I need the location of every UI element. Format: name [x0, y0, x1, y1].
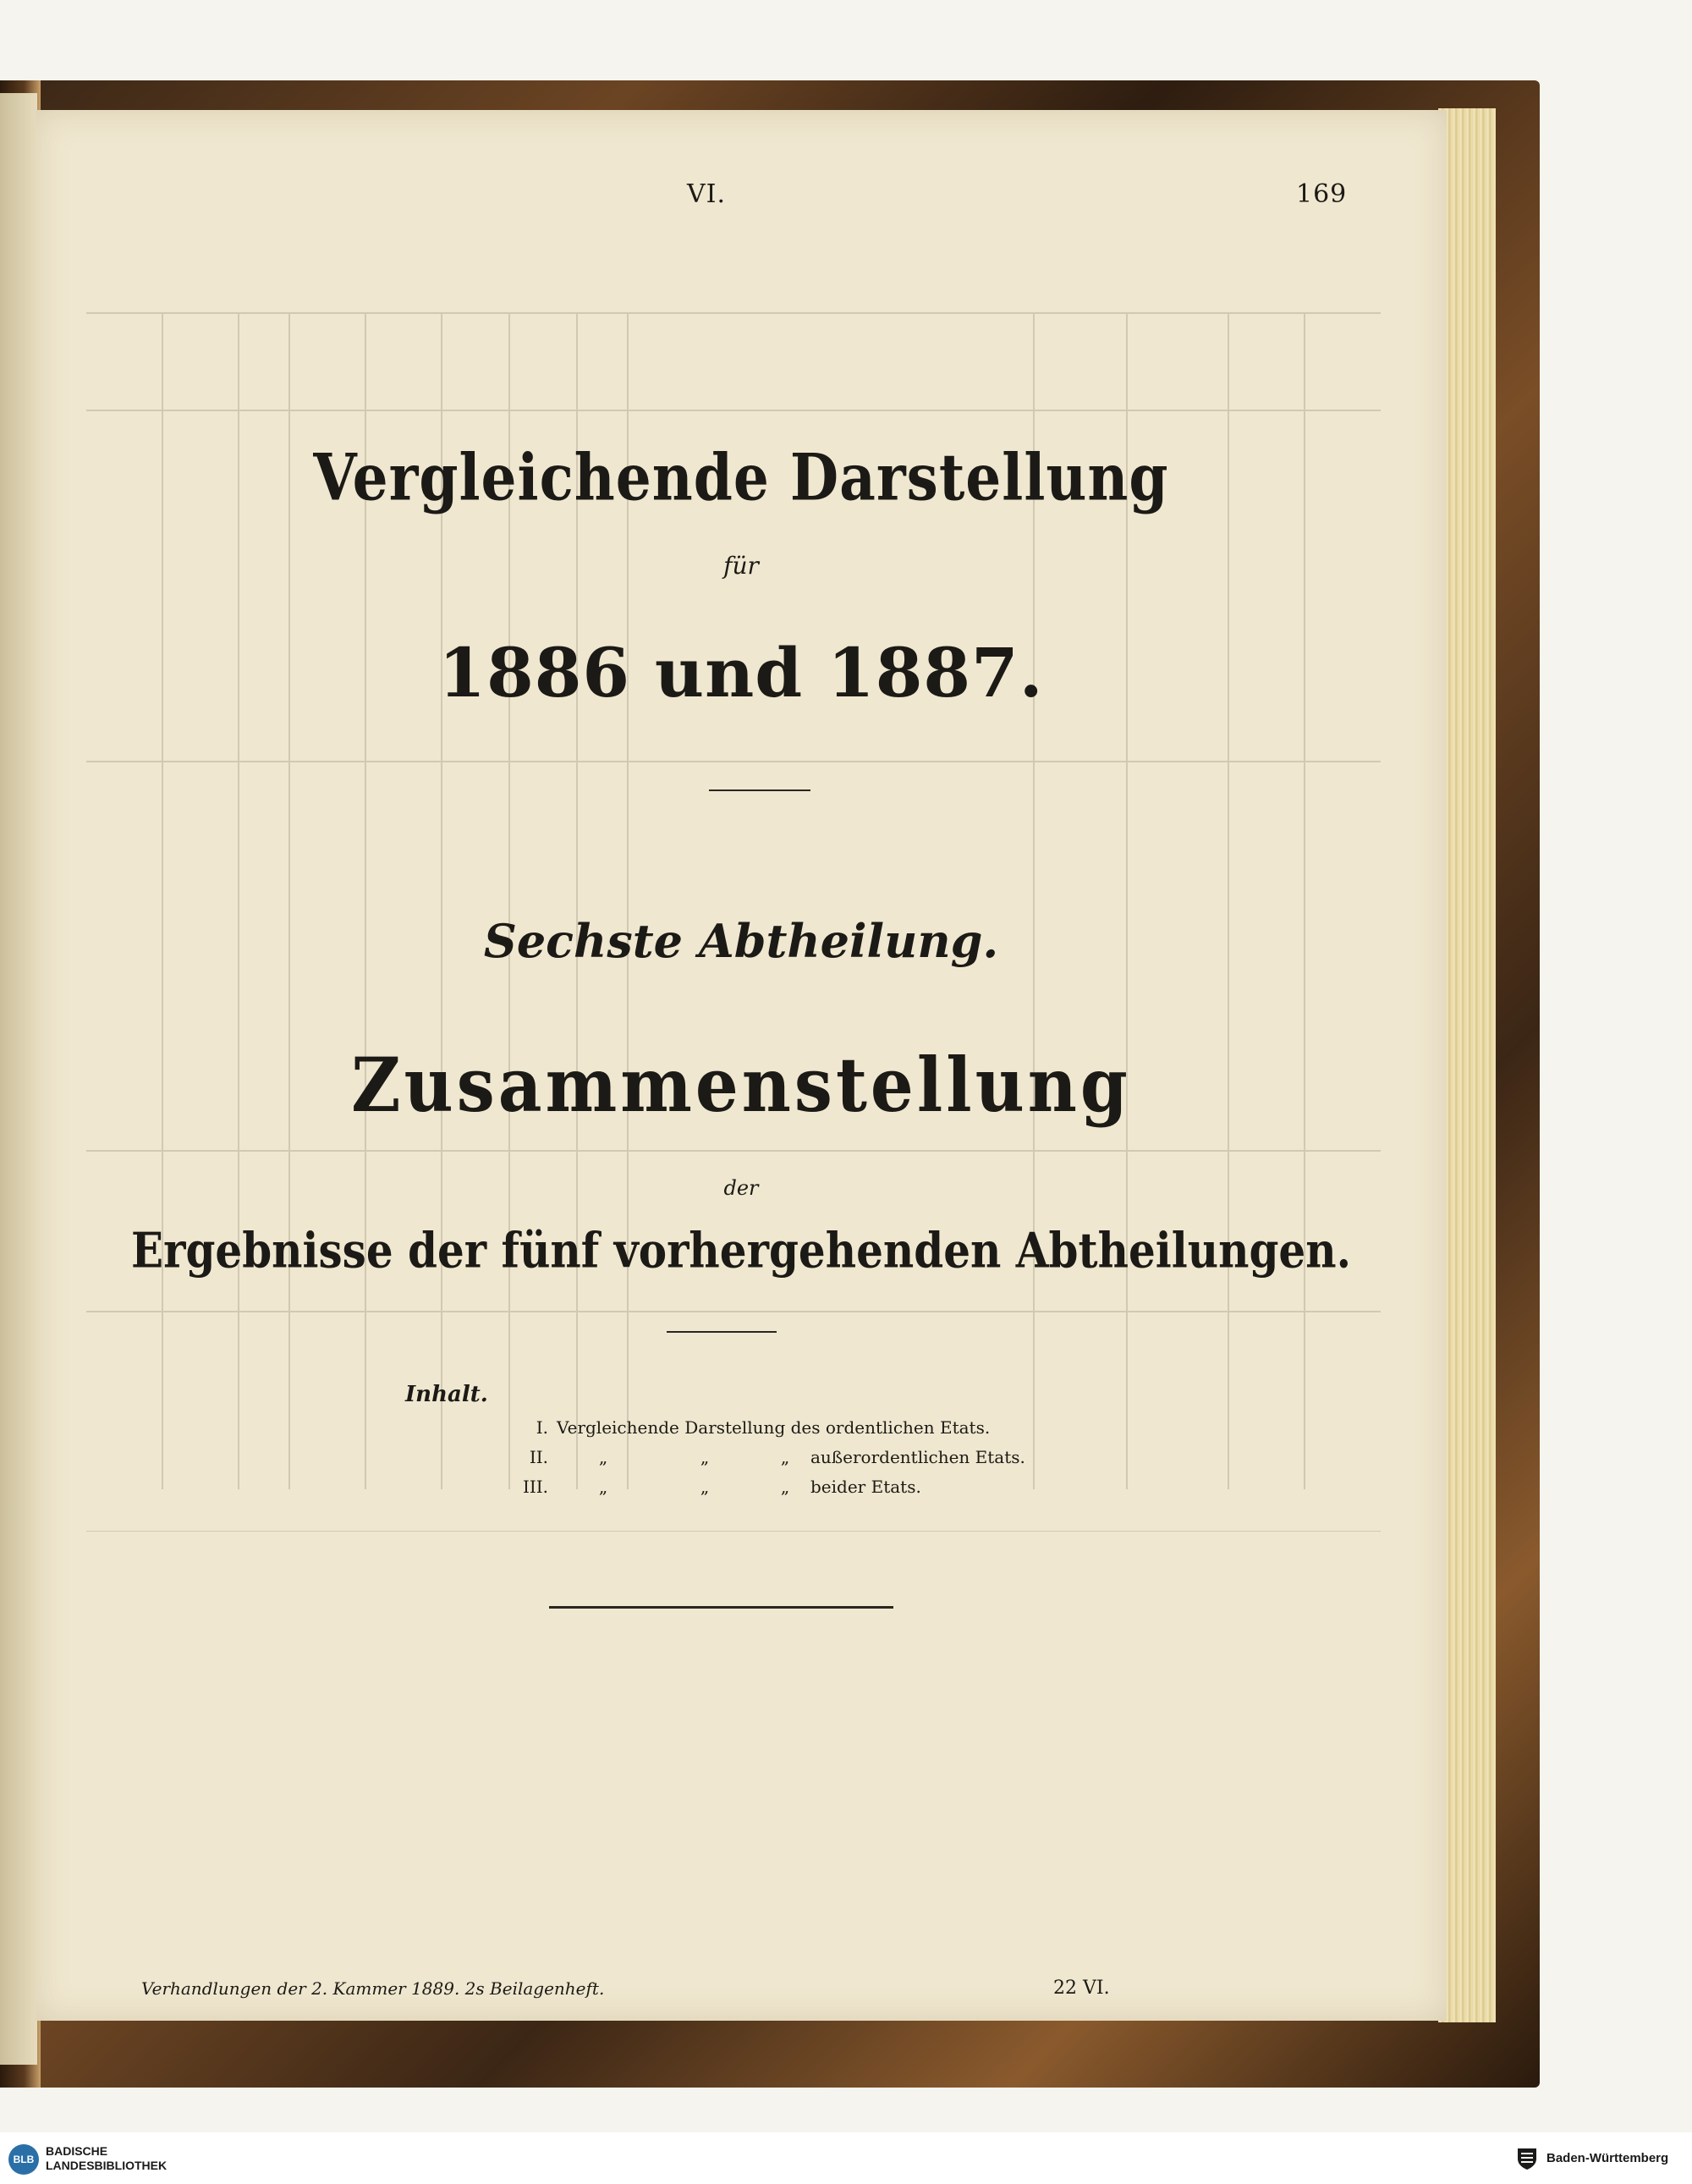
ditto-mark: „	[700, 1447, 710, 1467]
toc-numeral: II.	[529, 1447, 548, 1467]
footer-publication: Verhandlungen der 2. Kammer 1889. 2s Beilagenheft.	[141, 1978, 605, 1999]
ditto-mark: „	[598, 1477, 608, 1497]
toc-text: beider Etats.	[810, 1477, 921, 1497]
title-connector-fuer: für	[723, 552, 759, 580]
toc-numeral: III.	[522, 1477, 548, 1497]
footer-signature: 22 VI.	[1053, 1978, 1110, 1999]
heading-connector-der: der	[723, 1176, 759, 1200]
department-subtitle: Ergebnisse der fünf vorhergehenden Abtheilungen.	[130, 1221, 1352, 1279]
blb-name	[46, 2144, 167, 2173]
library-footer-bar	[0, 2132, 1692, 2184]
ditto-mark: „	[700, 1477, 710, 1497]
contents-label: Inhalt.	[405, 1382, 488, 1407]
ditto-mark: „	[598, 1447, 608, 1467]
table-of-contents	[492, 1413, 1025, 1502]
department-heading: Zusammenstellung	[351, 1041, 1131, 1129]
document-page	[36, 110, 1447, 2021]
divider-rule	[709, 789, 810, 791]
toc-text: Vergleichende Darstellung des ordentlichen Etats.	[557, 1417, 991, 1438]
divider-rule	[667, 1331, 777, 1333]
title-years: 1886 und 1887.	[438, 633, 1044, 712]
toc-numeral: I.	[536, 1417, 548, 1438]
page-block-edge	[1438, 108, 1496, 2022]
divider-rule	[549, 1606, 893, 1609]
baden-wuerttemberg-crest-icon[interactable]	[1514, 2146, 1540, 2171]
page-number: 169	[1296, 179, 1348, 209]
blb-name-line2: LANDESBIBLIOTHEK	[46, 2159, 168, 2172]
ditto-mark: „	[780, 1447, 790, 1467]
blb-logo-icon[interactable]: BLB	[8, 2144, 39, 2175]
facing-page-edge	[0, 93, 37, 2065]
department-name: Sechste Abtheilung.	[483, 914, 999, 968]
ditto-mark: „	[780, 1477, 790, 1497]
baden-wuerttemberg-name: Baden-Württemberg	[1546, 2151, 1669, 2165]
toc-item	[492, 1472, 1025, 1502]
page-title: Vergleichende Darstellung	[313, 439, 1169, 515]
toc-text: außerordentlichen Etats.	[810, 1447, 1025, 1467]
blb-name-line1: BADISCHE	[46, 2144, 108, 2158]
toc-item	[492, 1413, 1025, 1443]
section-numeral: VI.	[687, 179, 727, 209]
toc-item	[492, 1443, 1025, 1472]
